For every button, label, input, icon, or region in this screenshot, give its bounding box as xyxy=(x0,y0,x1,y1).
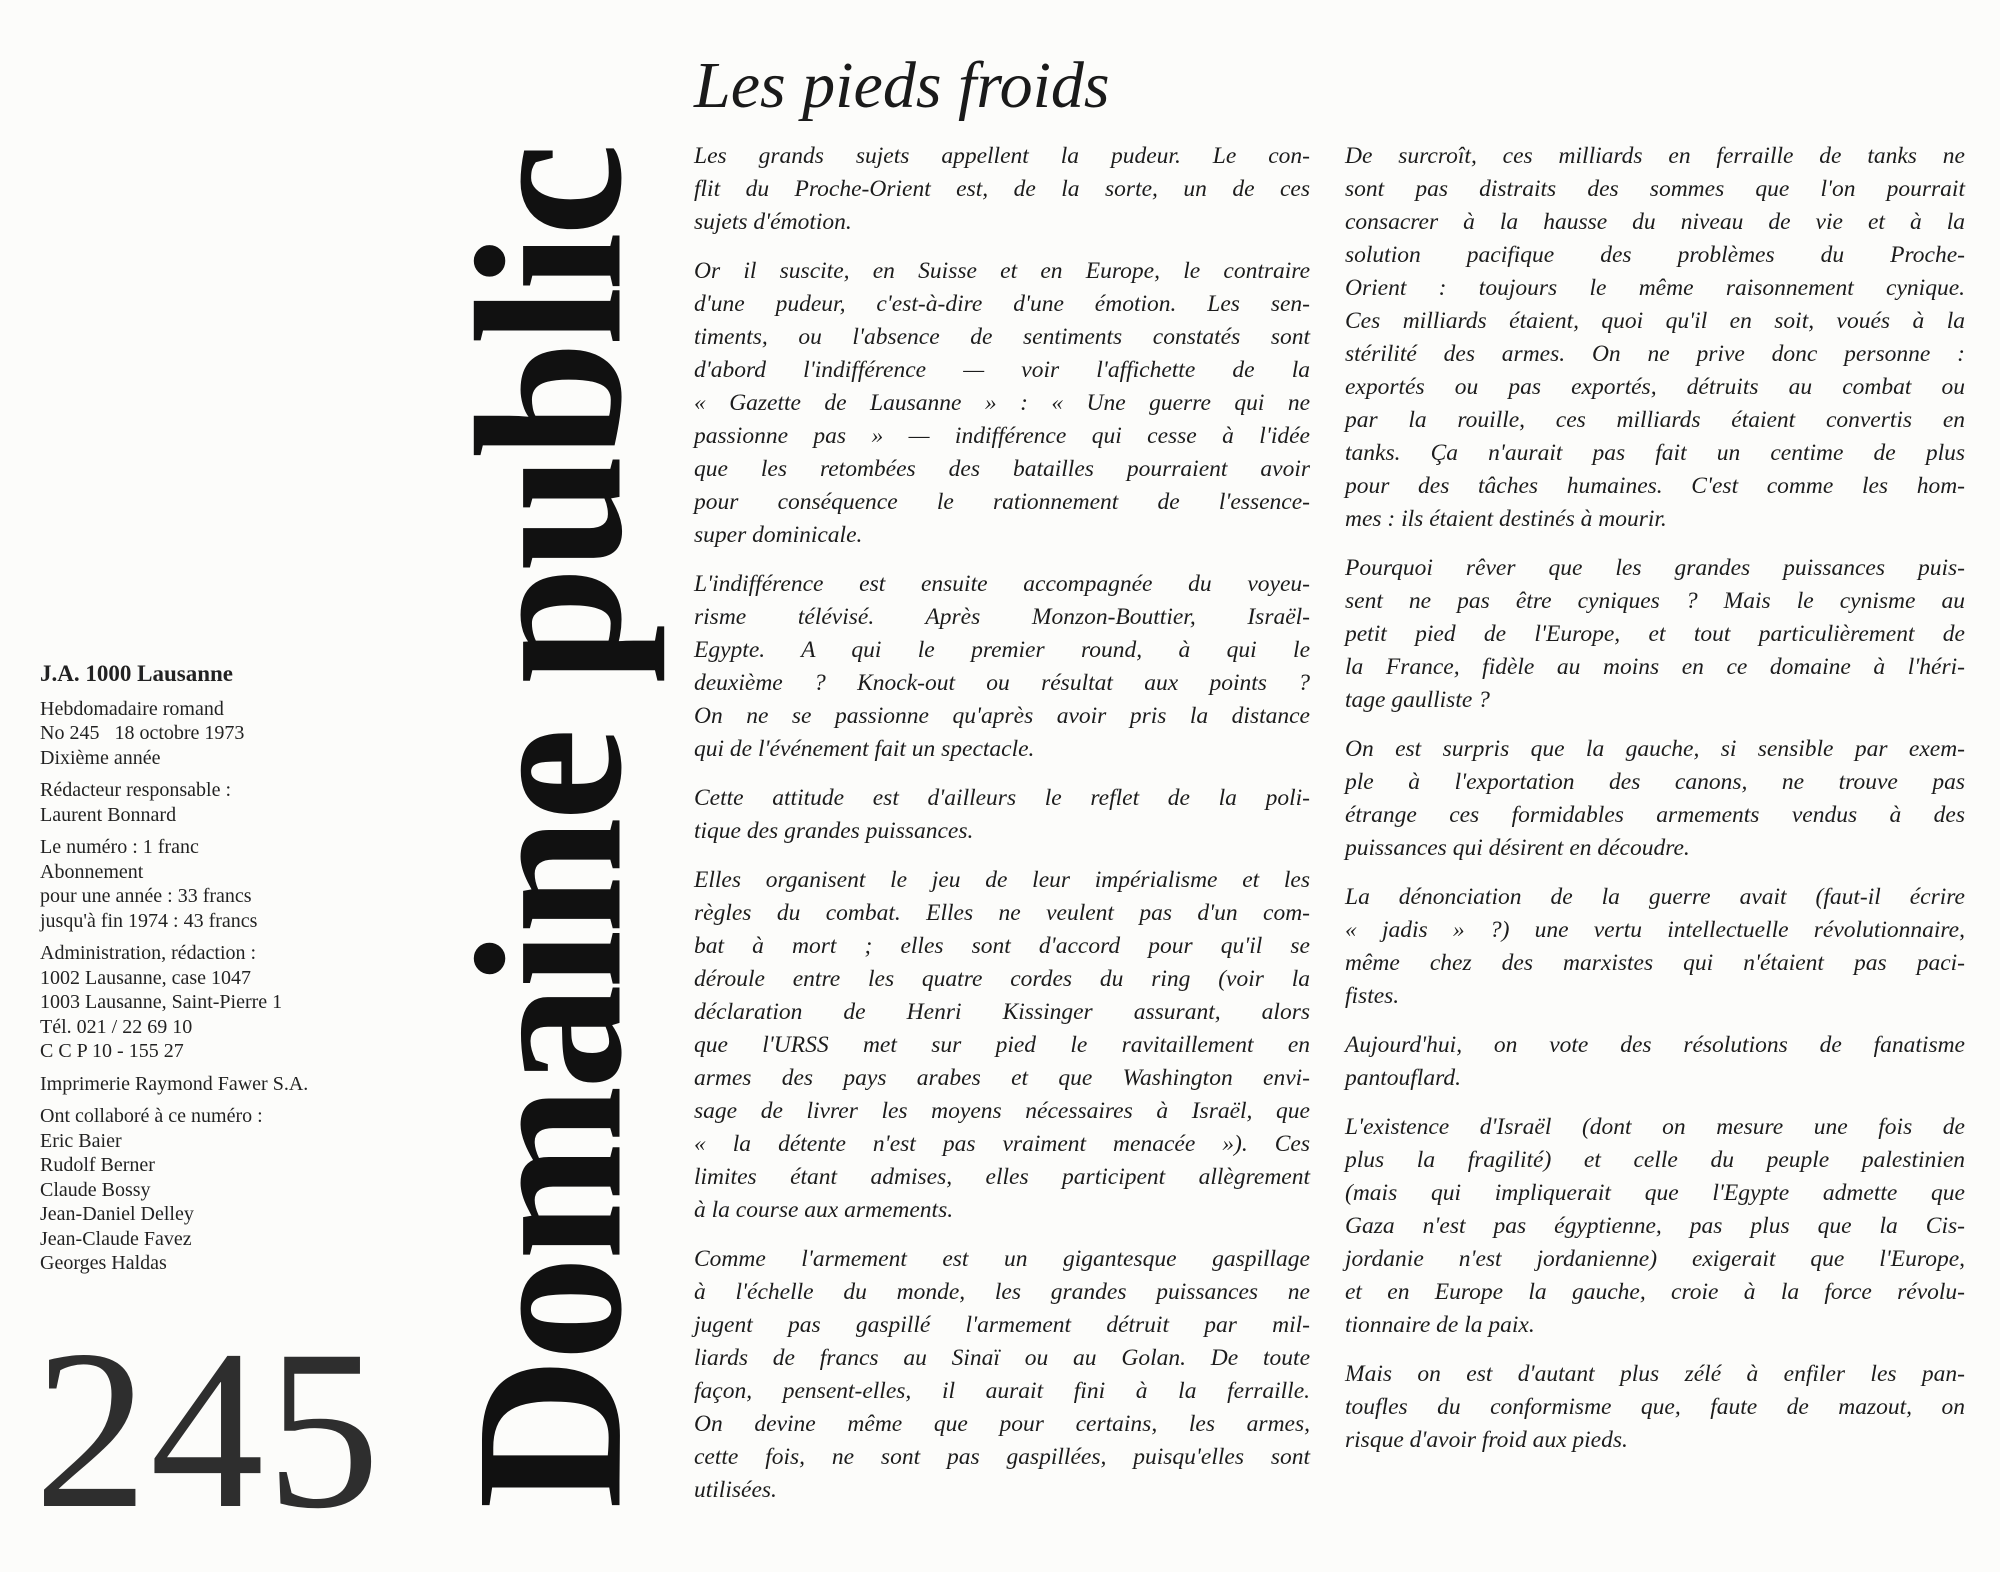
text-line: risque d'avoir froid aux pieds. xyxy=(1345,1427,1628,1453)
publication-masthead xyxy=(433,128,666,1528)
text-line: flit du Proche-Orient est, de la sorte, un de ces xyxy=(694,176,1310,202)
article-paragraph xyxy=(694,255,1310,552)
text-line: Mais on est d'autant plus zélé à enfiler les pan- xyxy=(1345,1361,1965,1387)
text-line: Gaza n'est pas égyptienne, pas plus que la Cis- xyxy=(1345,1213,1965,1239)
article-paragraph xyxy=(694,568,1310,766)
text-line: d'abord l'indifférence — voir l'affichette de la xyxy=(694,357,1310,383)
info-line: Abonnement xyxy=(40,860,144,883)
text-line: (mais qui impliquerait que l'Egypte admette que xyxy=(1345,1180,1965,1206)
text-line: ple à l'exportation des canons, ne trouve pas xyxy=(1345,769,1965,795)
article-paragraph xyxy=(694,782,1310,848)
text-line: étrange ces formidables armements vendus à des xyxy=(1345,802,1965,828)
article-column-2 xyxy=(1345,140,1965,1473)
text-line: Comme l'armement est un gigantesque gaspillage xyxy=(694,1246,1310,1272)
text-line: L'indifférence est ensuite accompagnée du voyeu- xyxy=(694,571,1310,597)
text-line: mes : ils étaient destinés à mourir. xyxy=(1345,506,1667,532)
text-line: jugent pas gaspillé l'armement détruit par mil- xyxy=(694,1312,1310,1338)
info-line: C C P 10 - 155 27 xyxy=(40,1040,184,1062)
text-line: utilisées. xyxy=(694,1477,777,1503)
text-line: Or il suscite, en Suisse et en Europe, le contraire xyxy=(694,258,1310,284)
info-group xyxy=(40,697,420,771)
text-line: risme télévisé. Après Monzon-Bouttier, Israël- xyxy=(694,604,1310,630)
text-line: la France, fidèle au moins en ce domaine à l'héri- xyxy=(1345,654,1965,680)
text-line: deuxième ? Knock-out ou résultat aux points ? xyxy=(694,670,1310,696)
info-group xyxy=(40,778,420,827)
info-line: 1002 Lausanne, case 1047 xyxy=(40,966,252,989)
text-line: tage gaulliste ? xyxy=(1345,687,1490,713)
article-column-1 xyxy=(694,140,1310,1523)
text-line: De surcroît, ces milliards en ferraille de tanks ne xyxy=(1345,143,1965,169)
text-line: Egypte. A qui le premier round, à qui le xyxy=(694,637,1310,663)
article-paragraph xyxy=(694,1243,1310,1507)
text-line: L'existence d'Israël (dont on mesure une fois de xyxy=(1345,1114,1965,1140)
info-line: Rédacteur responsable : xyxy=(40,779,232,801)
text-line: passionne pas » — indifférence qui cesse à l'idée xyxy=(694,423,1310,449)
info-line: jusqu'à fin 1974 : 43 francs xyxy=(40,909,258,932)
text-line: fistes. xyxy=(1345,983,1400,1009)
text-line: puissances qui désirent en découdre. xyxy=(1345,835,1690,861)
text-line: que les retombées des batailles pourraient avoir xyxy=(694,456,1310,482)
info-group xyxy=(40,835,420,933)
publication-info xyxy=(40,697,420,1276)
text-line: tionnaire de la paix. xyxy=(1345,1312,1535,1338)
article-paragraph xyxy=(694,864,1310,1227)
text-line: cette fois, ne sont pas gaspillées, puisqu'elles sont xyxy=(694,1444,1310,1470)
text-line: à la course aux armements. xyxy=(694,1197,954,1223)
article-paragraph xyxy=(1345,140,1965,536)
text-line: liards de francs au Sinaï ou au Golan. De toute xyxy=(694,1345,1310,1371)
text-line: Aujourd'hui, on vote des résolutions de fanatisme xyxy=(1345,1032,1965,1058)
info-group xyxy=(40,1104,420,1276)
text-line: pour des tâches humaines. C'est comme les hom- xyxy=(1345,473,1965,499)
text-line: On ne se passionne qu'après avoir pris la distance xyxy=(694,703,1310,729)
text-line: pour conséquence le rationnement de l'essence- xyxy=(694,489,1310,515)
info-line: Jean-Daniel Delley xyxy=(40,1203,194,1225)
text-line: toufles du conformisme que, faute de mazout, on xyxy=(1345,1394,1965,1420)
text-line: d'une pudeur, c'est-à-dire d'une émotion. Les sen- xyxy=(694,291,1310,317)
info-line: Administration, rédaction : xyxy=(40,942,257,964)
info-line: Eric Baier xyxy=(40,1129,122,1152)
text-line: jordanie n'est jordanienne) exigerait que l'Europe, xyxy=(1345,1246,1965,1272)
text-line: « la détente n'est pas vraiment menacée »). Ces xyxy=(694,1131,1310,1157)
text-line: sent ne pas être cyniques ? Mais le cynisme au xyxy=(1345,588,1965,614)
text-line: à l'échelle du monde, les grandes puissances ne xyxy=(694,1279,1310,1305)
text-line: « Gazette de Lausanne » : « Une guerre qui ne xyxy=(694,390,1310,416)
text-line: par la rouille, ces milliards étaient convertis en xyxy=(1345,407,1965,433)
text-line: stérilité des armes. On ne prive donc personne : xyxy=(1345,341,1965,367)
info-line: Ont collaboré à ce numéro : xyxy=(40,1105,263,1127)
article-paragraph xyxy=(694,140,1310,239)
info-line: 1003 Lausanne, Saint-Pierre 1 xyxy=(40,991,283,1013)
text-line: timents, ou l'absence de sentiments constatés sont xyxy=(694,324,1310,350)
article-paragraph xyxy=(1345,1358,1965,1457)
text-line: qui de l'événement fait un spectacle. xyxy=(694,736,1035,762)
text-line: solution pacifique des problèmes du Proche- xyxy=(1345,242,1965,268)
text-line: façon, pensent-elles, il aurait fini à la ferraille. xyxy=(694,1378,1310,1404)
masthead-title: Domaine public xyxy=(433,147,666,1509)
text-line: limites étant admises, elles participent allègrement xyxy=(694,1164,1310,1190)
text-line: consacrer à la hausse du niveau de vie et à la xyxy=(1345,209,1965,235)
article-paragraph xyxy=(1345,733,1965,865)
text-line: Pourquoi rêver que les grandes puissances puis- xyxy=(1345,555,1965,581)
text-line: sage de livrer les moyens nécessaires à Israël, que xyxy=(694,1098,1310,1124)
text-line: On devine même que pour certains, les armes, xyxy=(694,1411,1310,1437)
info-line: pour une année : 33 francs xyxy=(40,885,252,907)
text-line: déroule entre les quatre cordes du ring (voir la xyxy=(694,966,1310,992)
text-line: tique des grandes puissances. xyxy=(694,818,974,844)
text-line: super dominicale. xyxy=(694,522,863,548)
article-paragraph xyxy=(1345,1111,1965,1342)
info-line: Georges Haldas xyxy=(40,1252,167,1274)
article-paragraph xyxy=(1345,881,1965,1013)
info-line: No 245 18 octobre 1973 xyxy=(40,722,245,744)
info-line: Tél. 021 / 22 69 10 xyxy=(40,1015,193,1038)
postal-mark: J.A. 1000 Lausanne xyxy=(40,661,233,686)
info-group xyxy=(40,1072,420,1097)
text-line: Ces milliards étaient, quoi qu'il en soit, voués à la xyxy=(1345,308,1965,334)
text-line: Orient : toujours le même raisonnement cynique. xyxy=(1345,275,1965,301)
text-line: plus la fragilité) et celle du peuple palestinien xyxy=(1345,1147,1965,1173)
article-headline: Les pieds froids xyxy=(694,49,1110,122)
text-line: Cette attitude est d'ailleurs le reflet de la poli- xyxy=(694,785,1310,811)
info-line: Rudolf Berner xyxy=(40,1154,155,1176)
text-line: déclaration de Henri Kissinger assurant, alors xyxy=(694,999,1310,1025)
info-line: Laurent Bonnard xyxy=(40,803,177,826)
info-line: Jean-Claude Favez xyxy=(40,1227,192,1250)
info-line: Dixième année xyxy=(40,746,161,769)
text-line: et en Europe la gauche, croie à la force révolu- xyxy=(1345,1279,1965,1305)
text-line: sont pas distraits des sommes que l'on pourrait xyxy=(1345,176,1965,202)
text-line: petit pied de l'Europe, et tout particulièrement de xyxy=(1345,621,1965,647)
text-line: sujets d'émotion. xyxy=(694,209,852,235)
issue-number: 245 xyxy=(34,1304,382,1556)
text-line: pantouflard. xyxy=(1345,1065,1461,1091)
text-line: « jadis » ?) une vertu intellectuelle révolutionnaire, xyxy=(1345,917,1965,943)
text-line: tanks. Ça n'aurait pas fait un centime de plus xyxy=(1345,440,1965,466)
info-group xyxy=(40,941,420,1064)
text-line: bat à mort ; elles sont d'accord pour qu'il se xyxy=(694,933,1310,959)
text-line: règles du combat. Elles ne veulent pas d'un com- xyxy=(694,900,1310,926)
info-line: Imprimerie Raymond Fawer S.A. xyxy=(40,1072,309,1095)
article-paragraph xyxy=(1345,1029,1965,1095)
text-line: On est surpris que la gauche, si sensible par exem- xyxy=(1345,736,1965,762)
text-line: exportés ou pas exportés, détruits au combat ou xyxy=(1345,374,1965,400)
text-line: Elles organisent le jeu de leur impérialisme et les xyxy=(694,867,1310,893)
info-line: Claude Bossy xyxy=(40,1178,151,1201)
info-line: Le numéro : 1 franc xyxy=(40,836,199,858)
masthead-info-panel xyxy=(40,662,420,1284)
info-line: Hebdomadaire romand xyxy=(40,697,224,720)
text-line: que l'URSS met sur pied le ravitaillement en xyxy=(694,1032,1310,1058)
text-line: La dénonciation de la guerre avait (faut-il écrire xyxy=(1345,884,1965,910)
text-line: armes des pays arabes et que Washington envi- xyxy=(694,1065,1310,1091)
article-paragraph xyxy=(1345,552,1965,717)
text-line: Les grands sujets appellent la pudeur. Le con- xyxy=(694,143,1310,169)
text-line: même chez des marxistes qui n'étaient pas paci- xyxy=(1345,950,1965,976)
